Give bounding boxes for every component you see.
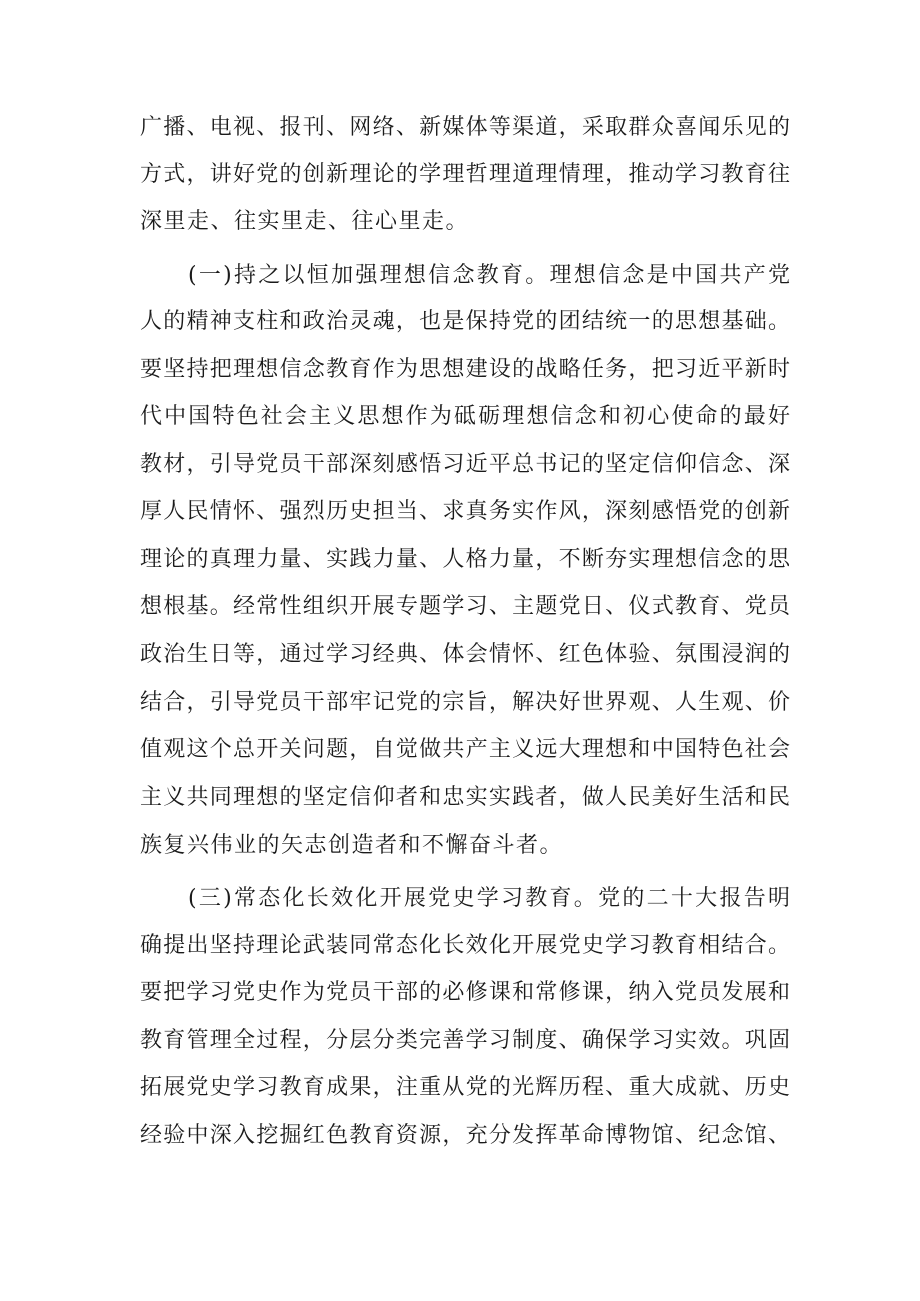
text-line: 广播、电视、报刊、网络、新媒体等渠道，采取群众喜闻乐见的 xyxy=(140,115,790,140)
text-line: 教育管理全过程，分层分类完善学习制度、确保学习实效。巩固 xyxy=(140,1028,790,1053)
text-line: 经验中深入挖掘红色教育资源，充分发挥革命博物馆、纪念馆、 xyxy=(140,1123,790,1148)
text-line: 值观这个总开关问题，自觉做共产主义远大理想和中国特色社会 xyxy=(140,737,790,762)
text-line: 理论的真理力量、实践力量、人格力量，不断夯实理想信念的思 xyxy=(140,547,790,572)
text-line: 政治生日等，通过学习经典、体会情怀、红色体验、氛围浸润的 xyxy=(140,642,790,667)
text-line: 主义共同理想的坚定信仰者和忠实实践者，做人民美好生活和民 xyxy=(140,785,790,810)
text-line: 厚人民情怀、强烈历史担当、求真务实作风，深刻感悟党的创新 xyxy=(140,499,790,524)
text-line: 方式，讲好党的创新理论的学理哲理道理情理，推动学习教育往 xyxy=(140,162,790,187)
text-line: 确提出坚持理论武装同常态化长效化开展党史学习教育相结合。 xyxy=(140,933,790,958)
text-line: 代中国特色社会主义思想作为砥砺理想信念和初心使命的最好 xyxy=(140,404,790,429)
text-line: 深里走、往实里走、往心里走。 xyxy=(140,209,470,234)
section-heading-line: (三)常态化长效化开展党史学习教育。党的二十大报告明 xyxy=(188,886,790,911)
text-line: 想根基。经常性组织开展专题学习、主题党日、仪式教育、党员 xyxy=(140,594,790,619)
text-line: 要把学习党史作为党员干部的必修课和常修课，纳入党员发展和 xyxy=(140,980,790,1005)
text-line: 拓展党史学习教育成果，注重从党的光辉历程、重大成就、历史 xyxy=(140,1075,790,1100)
text-line: 结合，引导党员干部牢记党的宗旨，解决好世界观、人生观、价 xyxy=(140,690,790,715)
text-line: 族复兴伟业的矢志创造者和不懈奋斗者。 xyxy=(140,833,564,858)
text-line: 人的精神支柱和政治灵魂，也是保持党的团结统一的思想基础。 xyxy=(140,309,790,334)
section-heading-line: (一)持之以恒加强理想信念教育。理想信念是中国共产党 xyxy=(188,263,790,288)
text-line: 教材，引导党员干部深刻感悟习近平总书记的坚定信仰信念、深 xyxy=(140,452,790,477)
text-line: 要坚持把理想信念教育作为思想建设的战略任务，把习近平新时 xyxy=(140,357,790,382)
